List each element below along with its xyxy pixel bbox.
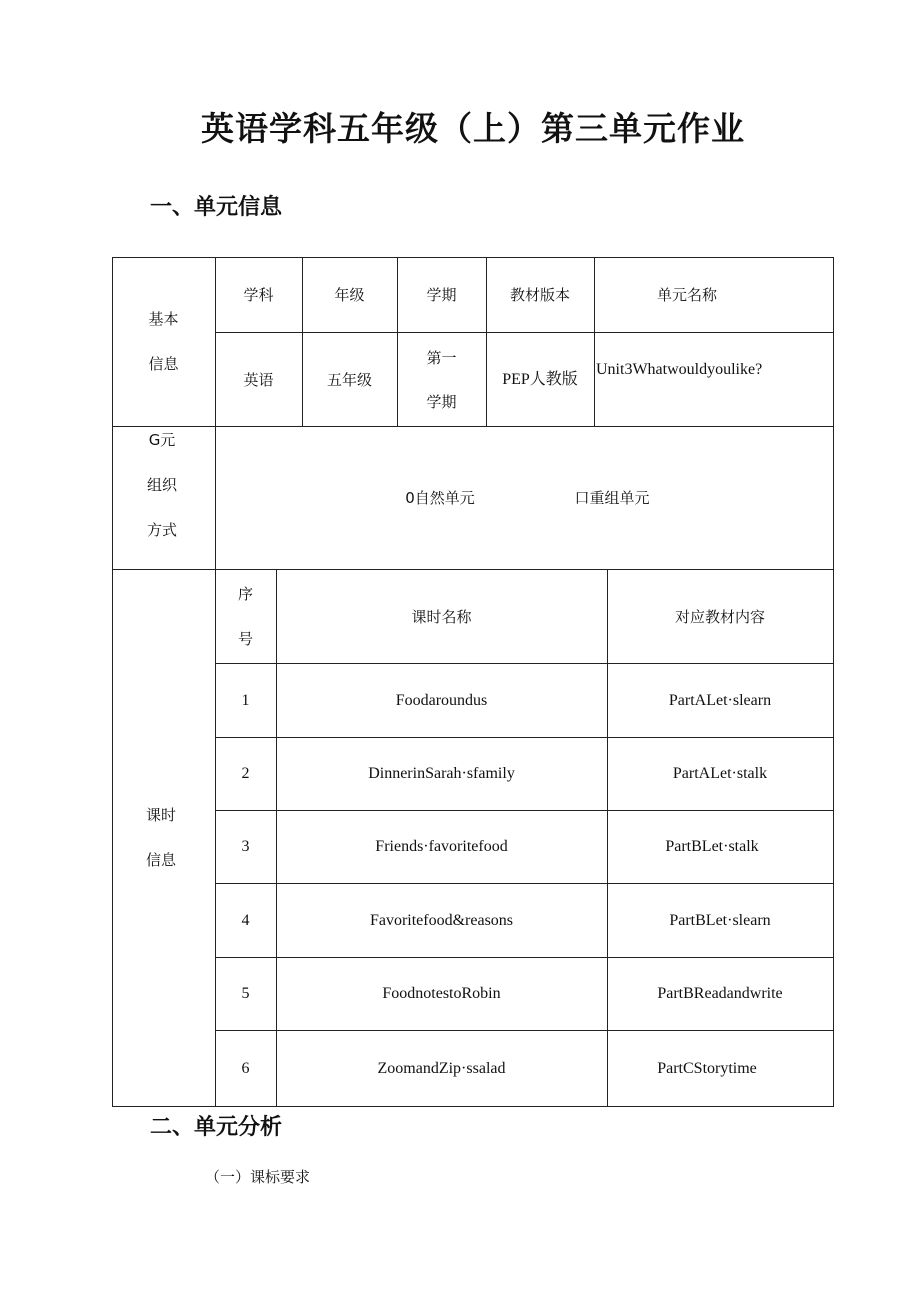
value-term: 第一 学期 [426, 348, 457, 411]
lesson-name: Friends·favoritefood [375, 838, 508, 855]
lesson-name: FoodnotestoRobin [382, 985, 501, 1002]
lesson-no: 4 [241, 911, 250, 929]
value-grade: 五年级 [326, 370, 372, 389]
lesson-no: 6 [241, 1059, 250, 1077]
option-regroup-unit: 口重组单元 [574, 489, 650, 507]
section-heading-unit-info: 一、单元信息 [150, 195, 283, 220]
lesson-no: 1 [241, 691, 250, 709]
value-subject: 英语 [243, 370, 274, 389]
subsection-curriculum-requirements: （一）课标要求 [205, 1168, 311, 1186]
lesson-name: Foodaroundus [395, 691, 488, 709]
lesson-content: PartALet·stalk [672, 765, 768, 782]
lesson-no: 2 [241, 765, 250, 782]
header-term: 学期 [426, 286, 457, 304]
lesson-no: 3 [241, 838, 250, 855]
value-unit-name: Unit3Whatwouldyoulike? [596, 361, 763, 378]
section-heading-unit-analysis: 二、单元分析 [150, 1115, 283, 1140]
header-lesson-name: 课时名称 [411, 607, 472, 626]
header-subject: 学科 [243, 286, 274, 304]
lesson-content: PartCStorytime [657, 1059, 757, 1077]
lesson-name: ZoomandZip·ssalad [377, 1059, 506, 1077]
lesson-content: PartBLet·slearn [669, 911, 771, 929]
document-title: 英语学科五年级（上）第三单元作业 [201, 109, 745, 148]
lesson-name: DinnerinSarah·sfamily [368, 765, 515, 782]
option-natural-unit: 0自然单元 [405, 489, 475, 507]
header-edition: 教材版本 [509, 286, 570, 304]
header-textbook-content: 对应教材内容 [674, 607, 765, 626]
header-grade: 年级 [334, 286, 365, 304]
lesson-content: PartBLet·stalk [665, 838, 759, 855]
basic-info-label: 基本 信息 [148, 310, 179, 373]
lesson-no: 5 [241, 985, 250, 1002]
lesson-info-label: 课时 信息 [145, 806, 176, 869]
organization-label: G元 组织 方式 [146, 430, 177, 539]
lesson-content: PartBReadandwrite [657, 985, 783, 1002]
header-unit-name: 单元名称 [656, 286, 717, 304]
header-no: 序 号 [237, 584, 253, 648]
lesson-name: Favoritefood&reasons [369, 911, 514, 929]
lesson-content: PartALet·slearn [668, 691, 772, 709]
value-edition: PEP人教版 [502, 370, 578, 388]
